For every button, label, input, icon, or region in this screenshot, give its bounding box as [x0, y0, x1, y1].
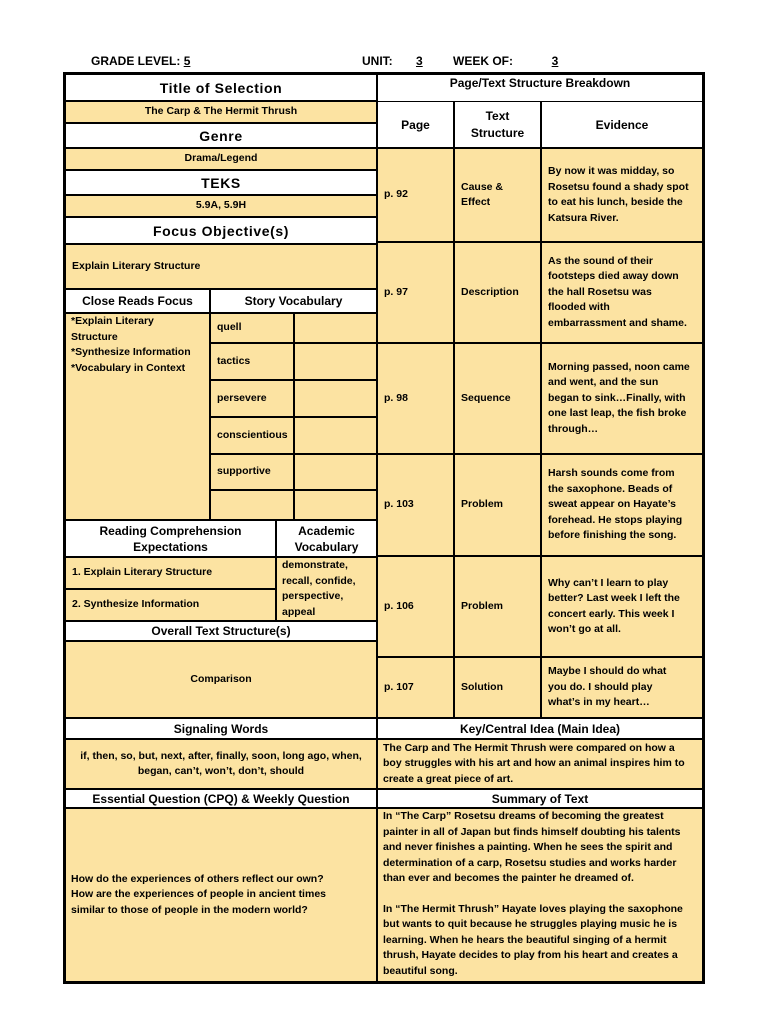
focus-value: Explain Literary Structure	[65, 244, 377, 289]
genre-heading: Genre	[65, 123, 377, 148]
signaling-words-heading: Signaling Words	[65, 718, 377, 739]
key-idea-heading: Key/Central Idea (Main Idea)	[377, 718, 703, 739]
overall-structure-heading: Overall Text Structure(s)	[65, 621, 377, 641]
vocab-blank	[294, 417, 377, 454]
breakdown-heading: Page/Text Structure Breakdown	[449, 76, 631, 90]
col-evidence-heading: Evidence	[541, 101, 703, 148]
rc-item: 2. Synthesize Information	[65, 589, 276, 621]
vocab-word: tactics	[210, 343, 294, 380]
reading-comprehension-heading: Reading Comprehension Expectations	[65, 520, 276, 557]
rc-item: 1. Explain Literary Structure	[65, 557, 276, 589]
row-structure: Description	[454, 242, 541, 343]
row-page: p. 107	[377, 657, 454, 718]
summary-heading: Summary of Text	[377, 789, 703, 808]
academic-vocabulary-value: demonstrate, recall, confide, perspective, appeal	[276, 557, 377, 621]
row-page: p. 97	[377, 242, 454, 343]
story-vocabulary-heading: Story Vocabulary	[210, 289, 377, 313]
row-page: p. 92	[377, 148, 454, 242]
row-page: p. 98	[377, 343, 454, 454]
row-structure: Problem	[454, 556, 541, 657]
vocab-word: persevere	[210, 380, 294, 417]
vocab-blank	[294, 490, 377, 520]
summary-value	[377, 808, 703, 982]
week-value: 3	[551, 54, 559, 68]
vocab-blank	[294, 454, 377, 490]
title-value: The Carp & The Hermit Thrush	[65, 101, 377, 123]
grade-value: 5	[183, 54, 191, 68]
row-structure: Cause & Effect	[454, 148, 541, 242]
signaling-words-value: if, then, so, but, next, after, finally, soon, long ago, when, began, can’t, won’t, don’t, should	[65, 739, 377, 789]
close-reads-heading: Close Reads Focus	[65, 289, 210, 313]
teks-heading: TEKS	[65, 170, 377, 195]
genre-value: Drama/Legend	[65, 148, 377, 170]
unit-value: 3	[415, 54, 423, 68]
title-heading: Title of Selection	[65, 74, 377, 101]
unit-label: UNIT:	[362, 54, 393, 68]
overall-structure-value: Comparison	[65, 641, 377, 718]
col-page-heading: Page	[377, 101, 454, 148]
row-page: p. 106	[377, 556, 454, 657]
row-evidence: Morning passed, noon came and went, and the sun began to sink…Finally, with one last leap, the fish broke through…	[541, 343, 703, 454]
vocab-blank	[294, 313, 377, 343]
row-structure: Sequence	[454, 343, 541, 454]
week-label: WEEK OF:	[453, 54, 513, 68]
key-idea-value: The Carp and The Hermit Thrush were compared on how a boy struggles with his art and how an animal inspires him to create a great piece of art.	[377, 739, 703, 789]
row-evidence: By now it was midday, so Rosetsu found a shady spot to eat his lunch, beside the Katsura River.	[541, 148, 703, 242]
row-evidence: Harsh sounds come from the saxophone. Beads of sweat appear on Hayate’s forehead. He stops playing before finishing the song.	[541, 454, 703, 556]
row-structure: Solution	[454, 657, 541, 718]
academic-vocabulary-heading: Academic Vocabulary	[276, 520, 377, 557]
focus-heading: Focus Objective(s)	[65, 217, 377, 244]
vocab-blank	[294, 343, 377, 380]
essential-question-heading: Essential Question (CPQ) & Weekly Question	[65, 789, 377, 808]
row-evidence: As the sound of their footsteps died away down the hall Rosetsu was flooded with embarrassment and shame.	[541, 242, 703, 343]
unit	[362, 54, 423, 68]
close-reads-items: *Explain Literary Structure *Synthesize Information *Vocabulary in Context	[65, 313, 210, 520]
row-page: p. 103	[377, 454, 454, 556]
vocab-blank	[210, 490, 294, 520]
vocab-blank	[294, 380, 377, 417]
vocab-word: supportive	[210, 454, 294, 490]
col-structure-heading: Text Structure	[454, 101, 541, 148]
grade-level	[91, 54, 190, 68]
essential-question-value: How do the experiences of others reflect our own? How are the experiences of people in ancient times similar to those of people in the modern world?	[65, 808, 377, 982]
summary-paragraph: In “The Hermit Thrush” Hayate loves playing the saxophone but wants to quit because he struggles playing music he is learning. When he hears the beautiful singing of a hermit thrush, Hayate decides to play from his heart and creates a beautiful song.	[383, 902, 683, 977]
summary-paragraph: In “The Carp” Rosetsu dreams of becoming the greatest painter in all of Japan but finds himself doubting his talents and never finishes a painting. When he sees the spirit and determination of a carp, Rosetsu studies and works harder than ever and becomes the painter he dreamed of.	[383, 810, 681, 884]
week-of	[453, 54, 597, 68]
teks-value: 5.9A, 5.9H	[65, 195, 377, 217]
row-evidence: Why can’t I learn to play better? Last week I left the concert early. This week I won’t go at all.	[541, 556, 703, 657]
row-evidence: Maybe I should do what you do. I should play what’s in my heart…	[541, 657, 703, 718]
vocab-word: quell	[210, 313, 294, 343]
vocab-word: conscientious	[210, 417, 294, 454]
grade-label: GRADE LEVEL:	[91, 54, 181, 68]
row-structure: Problem	[454, 454, 541, 556]
